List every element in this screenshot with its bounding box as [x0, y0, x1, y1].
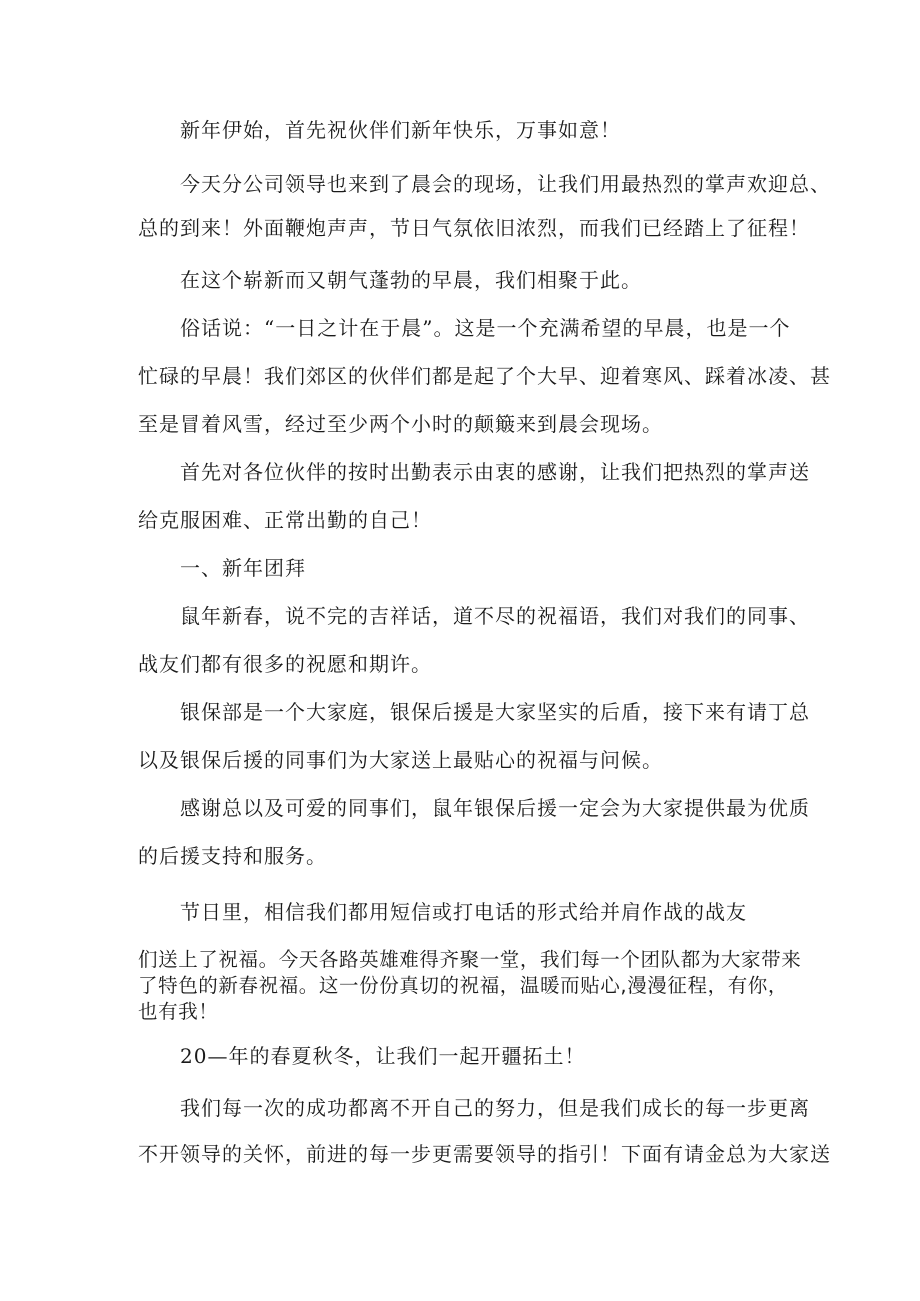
text-line: 俗话说：“一日之计在于晨”。这是一个充满希望的早晨，也是一个: [180, 316, 791, 340]
section-heading: 一、新年团拜: [180, 556, 306, 580]
text-line: 不开领导的关怀，前进的每一步更需要领导的指引！下面有请金总为大家送: [138, 1142, 831, 1166]
text-line: 今天分公司领导也来到了晨会的现场，让我们用最热烈的掌声欢迎总、: [180, 172, 831, 196]
text-line: 银保部是一个大家庭，银保后援是大家坚实的后盾，接下来有请丁总: [180, 700, 810, 724]
text-line: 感谢总以及可爱的同事们，鼠年银保后援一定会为大家提供最为优质: [180, 796, 810, 820]
text-line: 在这个崭新而又朝气蓬勃的早晨，我们相聚于此。: [180, 268, 642, 292]
text-line: 总的到来！外面鞭炮声声，节日气氛依旧浓烈，而我们已经踏上了征程！: [138, 216, 810, 240]
text-line: 节日里，相信我们都用短信或打电话的形式给并肩作战的战友: [180, 900, 747, 924]
text-line: 新年伊始，首先祝伙伴们新年快乐，万事如意！: [180, 118, 621, 142]
text-line: 的后援支持和服务。: [138, 844, 327, 868]
text-line: 我们每一次的成功都离不开自己的努力，但是我们成长的每一步更离: [180, 1096, 810, 1120]
text-line: 20—年的春夏秋冬，让我们一起开疆拓土！: [180, 1044, 586, 1068]
text-line: 也有我！: [138, 1000, 219, 1023]
text-line: 忙碌的早晨！我们郊区的伙伴们都是起了个大早、迎着寒风、踩着冰凌、甚: [138, 364, 831, 388]
text-line: 至是冒着风雪，经过至少两个小时的颠簸来到晨会现场。: [138, 412, 663, 436]
text-line: 以及银保后援的同事们为大家送上最贴心的祝福与问候。: [138, 748, 663, 772]
text-line: 给克服困难、正常出勤的自己！: [138, 508, 432, 532]
text-line: 们送上了祝福。今天各路英雄难得齐聚一堂，我们每一个团队都为大家带来: [138, 948, 802, 971]
text-line: 战友们都有很多的祝愿和期许。: [138, 652, 432, 676]
text-line: 鼠年新春，说不完的吉祥话，道不尽的祝福语，我们对我们的同事、: [180, 604, 810, 628]
text-line: 首先对各位伙伴的按时出勤表示由衷的感谢，让我们把热烈的掌声送: [180, 460, 810, 484]
text-line: 了特色的新春祝福。这一份份真切的祝福，温暖而贴心,漫漫征程，有你，: [138, 974, 788, 997]
